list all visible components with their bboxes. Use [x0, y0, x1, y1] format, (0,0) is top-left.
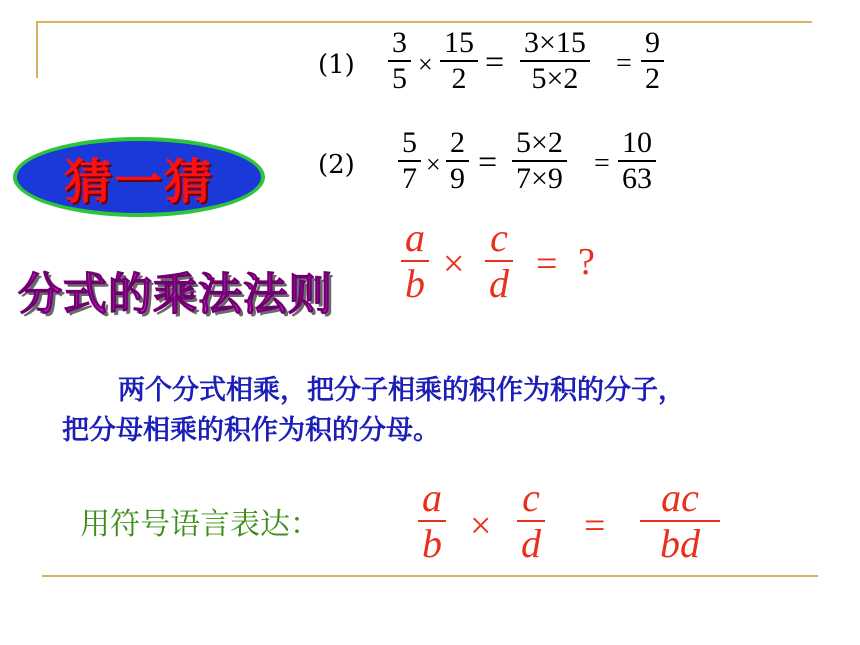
numerator: 10: [622, 126, 652, 159]
denominator: 2: [451, 62, 467, 95]
denominator: 9: [450, 162, 465, 195]
denominator: d: [521, 521, 541, 566]
fraction: [618, 126, 656, 196]
fraction: [512, 126, 567, 196]
fraction: [418, 476, 446, 566]
fraction: [398, 126, 421, 196]
numerator: c: [522, 475, 540, 520]
rule-title: 分式的乘法法则: [18, 269, 333, 320]
fraction: [520, 26, 590, 96]
numerator: 3×15: [524, 26, 586, 59]
denominator: b: [422, 521, 442, 566]
numerator: a: [422, 475, 442, 520]
numerator: 2: [450, 126, 465, 159]
fraction: [640, 476, 720, 566]
times-operator: ×: [426, 150, 441, 179]
numerator: 15: [444, 26, 474, 59]
equals-operator: =: [485, 44, 505, 81]
denominator: b: [405, 261, 425, 306]
top-rule-line: [36, 21, 812, 23]
denominator: 7×9: [516, 162, 563, 195]
denominator: 2: [645, 62, 660, 95]
equals-operator: =: [478, 144, 498, 181]
guess-badge: [13, 137, 265, 217]
fraction: [401, 216, 429, 306]
rule-text: [62, 371, 842, 451]
denominator: 5×2: [531, 62, 579, 95]
bottom-rule-line: [42, 575, 818, 577]
equals-operator: =: [584, 505, 606, 547]
equals-operator: =: [616, 48, 632, 79]
guess-badge-label: 猜一猜: [63, 153, 214, 210]
numerator: a: [405, 215, 425, 260]
fraction: [388, 26, 411, 96]
equals-operator: =: [536, 243, 558, 285]
numerator: ac: [661, 475, 699, 520]
denominator: bd: [660, 521, 700, 566]
times-operator: ×: [443, 243, 465, 285]
rule-text-line-1: 两个分式相乘，把分子相乘的积作为积的分子，: [118, 375, 685, 406]
left-rule-line: [36, 21, 38, 78]
numerator: 5×2: [516, 126, 563, 159]
denominator: 7: [402, 162, 417, 195]
times-operator: ×: [418, 50, 433, 79]
times-operator: ×: [470, 505, 492, 547]
numerator: 3: [392, 26, 407, 59]
numerator: 9: [645, 26, 660, 59]
fraction: [446, 126, 469, 196]
denominator: 5: [392, 62, 407, 95]
symbol-expression-label: 用符号语言表达：: [80, 507, 320, 542]
fraction: [440, 26, 478, 96]
equation-label: (1): [318, 50, 355, 80]
denominator: d: [489, 261, 509, 306]
numerator: c: [490, 215, 508, 260]
numerator: 5: [402, 126, 417, 159]
denominator: 63: [622, 162, 652, 195]
fraction: [485, 216, 513, 306]
question-mark: ?: [578, 241, 595, 283]
fraction: [641, 26, 664, 96]
equation-label: (2): [318, 150, 355, 180]
equals-operator: =: [594, 148, 610, 179]
rule-text-line-2: 把分母相乘的积作为积的分母。: [62, 415, 440, 446]
fraction: [517, 476, 545, 566]
